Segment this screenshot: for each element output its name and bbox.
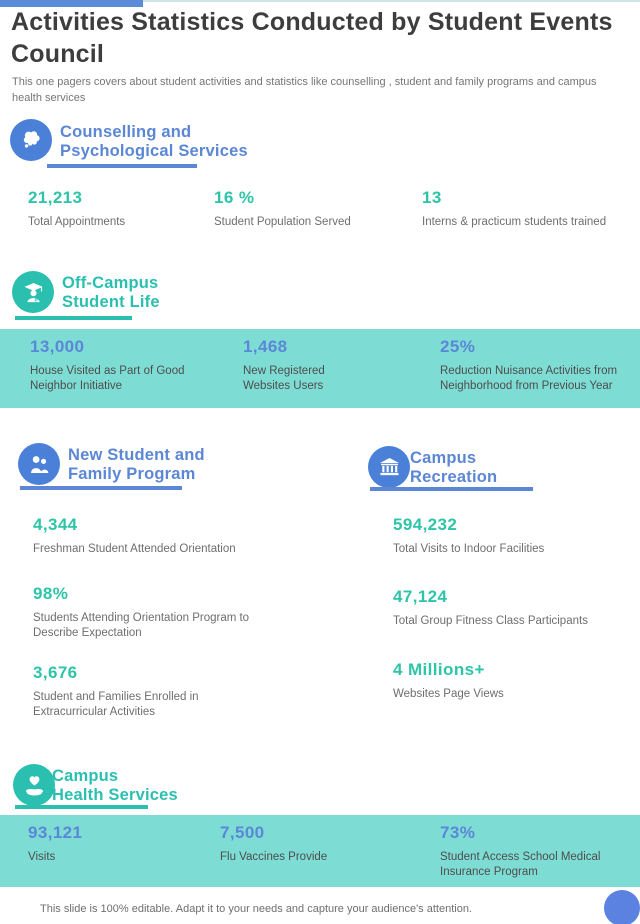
stat-label: Websites Page Views — [393, 688, 504, 700]
icon-circle — [368, 446, 410, 488]
section-heading-counselling — [60, 123, 248, 161]
section-heading-line: Family Program — [68, 465, 196, 483]
stat-label: Visits — [28, 851, 56, 863]
stat-new-registered — [243, 337, 348, 394]
stat-value: 93,121 — [28, 823, 83, 842]
section-heading-off-campus — [62, 274, 160, 312]
stat-label: Student Access School Medical Insurance Program — [440, 851, 601, 878]
stat-orientation-expectation — [33, 584, 271, 641]
stat-total-appointments — [28, 188, 198, 230]
stat-population-served — [214, 188, 404, 230]
page-title: Activities Statistics Conducted by Student Events Council — [11, 8, 613, 68]
stat-freshman-orientation — [33, 515, 293, 557]
stat-value: 1,468 — [243, 337, 288, 356]
stat-extracurricular-enrolled — [33, 663, 233, 720]
section-heading-new-student — [68, 446, 205, 484]
graduate-icon — [20, 279, 47, 306]
bank-icon — [376, 454, 403, 481]
stat-value: 4 Millions+ — [393, 660, 485, 679]
stat-value: 3,676 — [33, 663, 78, 682]
stat-indoor-visits — [393, 515, 623, 557]
icon-circle — [12, 271, 54, 313]
section-heading-line: Campus — [52, 767, 119, 785]
family-icon — [26, 451, 53, 478]
stat-label: House Visited as Part of Good Neighbor Initiative — [30, 365, 185, 392]
section-underline — [47, 164, 197, 168]
section-heading-line: Student Life — [62, 293, 160, 311]
section-heading-line: Off-Campus — [62, 274, 159, 292]
stat-label: Total Visits to Indoor Facilities — [393, 543, 545, 555]
icon-circle — [10, 119, 52, 161]
stat-value: 13 — [422, 188, 442, 207]
section-heading-campus-recreation — [410, 449, 497, 487]
section-underline — [20, 486, 182, 490]
stat-medical-insurance — [440, 823, 620, 880]
stat-value: 4,344 — [33, 515, 78, 534]
stat-website-page-views — [393, 660, 623, 702]
stat-label: Student Population Served — [214, 216, 351, 228]
section-heading-line: Recreation — [410, 468, 498, 486]
section-heading-line: Health Services — [52, 786, 178, 804]
icon-circle — [13, 764, 55, 806]
corner-circle-decoration — [604, 890, 640, 924]
section-heading-line: New Student and — [68, 446, 205, 464]
section-underline — [15, 316, 132, 320]
stat-label: Total Appointments — [28, 216, 126, 228]
stat-label: Interns & practicum students trained — [422, 216, 607, 228]
stat-band-campus-health — [0, 815, 640, 887]
section-underline — [15, 805, 148, 809]
stat-value: 47,124 — [393, 587, 448, 606]
stat-house-visited — [30, 337, 190, 394]
section-heading-line: Campus — [410, 449, 477, 467]
page-subtitle: This one pagers covers about student activities and statistics like counselling , student and family programs and campus health services — [12, 76, 597, 104]
stat-value: 13,000 — [30, 337, 85, 356]
stat-value: 98% — [33, 584, 69, 603]
stat-value: 73% — [440, 823, 476, 842]
stat-flu-vaccines — [220, 823, 390, 865]
section-heading-line: Psychological Services — [60, 142, 248, 160]
stat-fitness-participants — [393, 587, 633, 629]
stat-label: Flu Vaccines Provide — [220, 851, 328, 863]
stat-nuisance-reduction — [440, 337, 636, 394]
section-underline — [370, 487, 533, 491]
icon-circle — [18, 443, 60, 485]
stat-visits — [28, 823, 188, 865]
stat-value: 594,232 — [393, 515, 458, 534]
stat-label: Total Group Fitness Class Participants — [393, 615, 588, 627]
stat-band-off-campus — [0, 329, 640, 408]
stat-label: Reduction Nuisance Activities from Neighborhood from Previous Year — [440, 365, 618, 392]
stat-label: Freshman Student Attended Orientation — [33, 543, 236, 555]
section-heading-campus-health — [52, 767, 178, 805]
stat-label: Students Attending Orientation Program to Describe Expectation — [33, 612, 250, 639]
footer-note: This slide is 100% editable. Adapt it to your needs and capture your audience's attention. — [40, 903, 472, 915]
section-heading-line: Counselling and — [60, 123, 192, 141]
brain-icon — [18, 127, 45, 154]
hand-heart-icon — [21, 772, 48, 799]
stat-value: 16 % — [214, 188, 255, 207]
stat-interns-trained — [422, 188, 634, 230]
stat-value: 7,500 — [220, 823, 265, 842]
stat-label: New Registered Websites Users — [243, 365, 325, 392]
stat-value: 25% — [440, 337, 476, 356]
stat-label: Student and Families Enrolled in Extracurricular Activities — [33, 691, 199, 718]
stat-value: 21,213 — [28, 188, 83, 207]
